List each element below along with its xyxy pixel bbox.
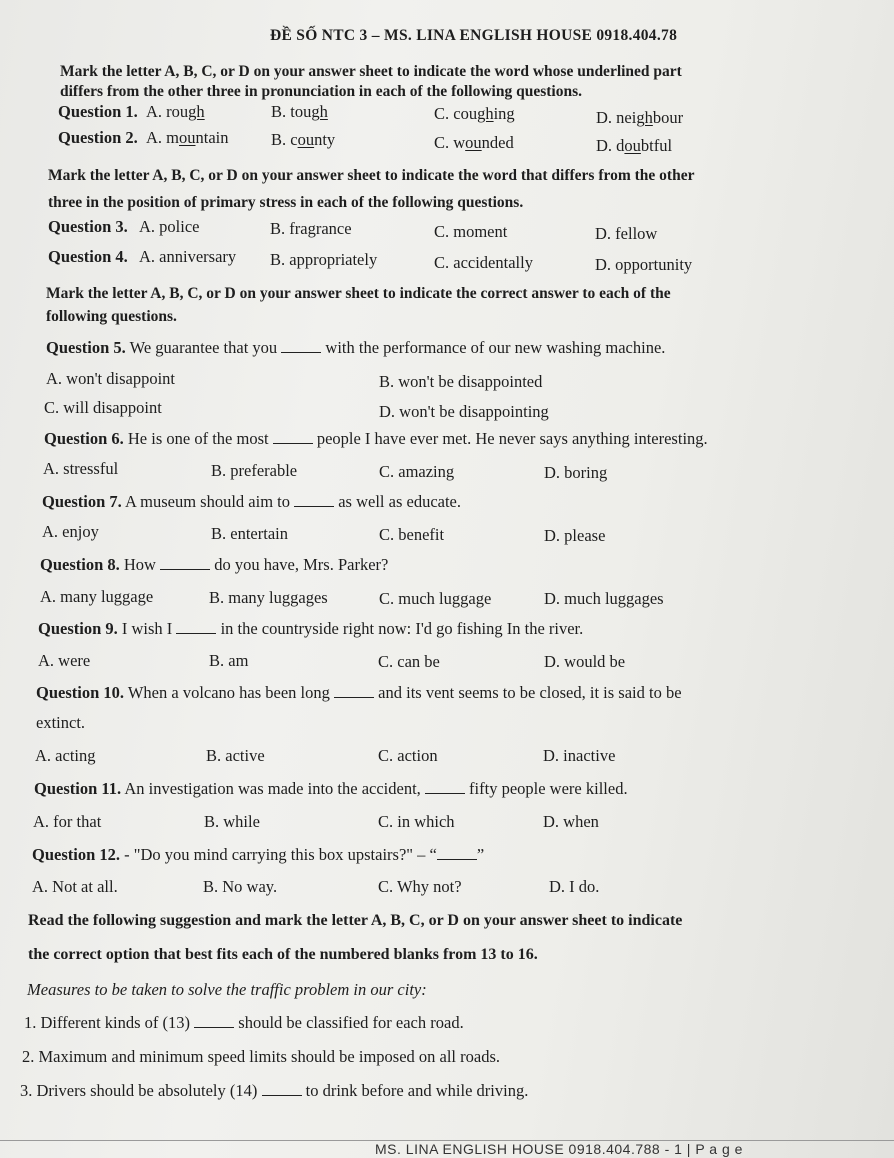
q4-option-c[interactable]: C. accidentally: [434, 253, 533, 272]
q11-option-a[interactable]: A. for that: [33, 812, 102, 831]
q5-option-b[interactable]: B. won't be disappointed: [379, 372, 543, 391]
question-10: Question 10. When a volcano has been long and its vent seems to be closed, it is said to be: [36, 683, 682, 702]
instruction-correct-answer-line2: following questions.: [46, 308, 177, 325]
instruction-pronunciation-line2: differs from the other three in pronunciation in each of the following questions.: [60, 83, 582, 100]
question-label: Question 3.: [48, 217, 128, 236]
q11-option-d[interactable]: D. when: [543, 812, 599, 831]
question-label: Question 8.: [40, 555, 120, 574]
question-10-continuation: extinct.: [36, 713, 86, 732]
question-label: Question 2.: [58, 128, 138, 147]
q6-option-a[interactable]: A. stressful: [43, 459, 119, 478]
question-label: Question 11.: [34, 779, 122, 798]
q10-option-c[interactable]: C. action: [378, 746, 438, 765]
question-11: Question 11. An investigation was made into the accident, fifty people were killed.: [34, 779, 628, 798]
q8-option-a[interactable]: A. many luggage: [40, 587, 154, 606]
q6-option-b[interactable]: B. preferable: [211, 461, 298, 480]
passage-heading: Measures to be taken to solve the traffic problem in our city:: [27, 980, 427, 999]
q9-option-b[interactable]: B. am: [209, 651, 249, 670]
q10-option-a[interactable]: A. acting: [35, 746, 96, 765]
q1-option-a[interactable]: A. rough: [146, 102, 205, 121]
q11-option-b[interactable]: B. while: [204, 812, 260, 831]
q2-option-d[interactable]: D. doubtful: [596, 136, 673, 155]
q1-option-d[interactable]: D. neighbour: [596, 108, 684, 127]
answer-blank[interactable]: [176, 619, 216, 634]
instruction-pronunciation-line1: Mark the letter A, B, C, or D on your answer sheet to indicate the word whose underlined part: [60, 63, 682, 80]
q7-option-d[interactable]: D. please: [544, 526, 606, 545]
q12-option-a[interactable]: A. Not at all.: [32, 877, 118, 896]
instruction-reading-line1: Read the following suggestion and mark the letter A, B, C, or D on your answer sheet to indicate: [28, 912, 683, 929]
question-12: Question 12. - "Do you mind carrying this box upstairs?" – “ ”: [32, 845, 485, 864]
q2-option-c[interactable]: C. wounded: [434, 133, 514, 152]
q9-option-c[interactable]: C. can be: [378, 652, 440, 671]
q8-option-c[interactable]: C. much luggage: [379, 589, 492, 608]
question-label: Question 9.: [38, 619, 118, 638]
q4-option-a[interactable]: A. anniversary: [139, 247, 237, 266]
q3-option-b[interactable]: B. fragrance: [270, 219, 352, 238]
instruction-stress-line1: Mark the letter A, B, C, or D on your answer sheet to indicate the word that differs from the other: [48, 167, 695, 184]
q8-option-d[interactable]: D. much luggages: [544, 589, 664, 608]
question-5: Question 5. We guarantee that you with the performance of our new washing machine.: [46, 338, 666, 357]
q12-option-d[interactable]: D. I do.: [549, 877, 600, 896]
answer-blank[interactable]: [281, 338, 321, 353]
question-6: Question 6. He is one of the most people I have ever met. He never says anything interesting.: [44, 429, 708, 448]
passage-item-2: 2. Maximum and minimum speed limits should be imposed on all roads.: [22, 1047, 501, 1066]
answer-blank[interactable]: [437, 845, 477, 860]
instruction-reading-line2: the correct option that best fits each of the numbered blanks from 13 to 16.: [28, 946, 538, 963]
question-label: Question 7.: [42, 492, 122, 511]
question-8: Question 8. How do you have, Mrs. Parker?: [40, 555, 389, 574]
q6-option-c[interactable]: C. amazing: [379, 462, 455, 481]
question-3: [48, 217, 128, 237]
q3-option-c[interactable]: C. moment: [434, 222, 508, 241]
question-9: Question 9. I wish I in the countryside right now: I'd go fishing In the river.: [38, 619, 584, 638]
q7-option-c[interactable]: C. benefit: [379, 525, 445, 544]
q7-option-a[interactable]: A. enjoy: [42, 522, 99, 541]
passage-item-1: 1. Different kinds of (13) should be classified for each road.: [24, 1013, 464, 1032]
q3-option-d[interactable]: D. fellow: [595, 224, 658, 243]
answer-blank[interactable]: [294, 492, 334, 507]
q8-option-b[interactable]: B. many luggages: [209, 588, 328, 607]
question-label: Question 6.: [44, 429, 124, 448]
q2-option-a[interactable]: A. mountain: [146, 128, 229, 147]
q4-option-b[interactable]: B. appropriately: [270, 250, 378, 269]
instruction-correct-answer-line1: Mark the letter A, B, C, or D on your answer sheet to indicate the correct answer to each of the: [46, 285, 671, 302]
answer-blank-13[interactable]: [194, 1013, 234, 1028]
q10-option-d[interactable]: D. inactive: [543, 746, 616, 765]
question-label: Question 5.: [46, 338, 126, 357]
instruction-stress-line2: three in the position of primary stress in each of the following questions.: [48, 194, 524, 211]
answer-blank[interactable]: [273, 429, 313, 444]
q7-option-b[interactable]: B. entertain: [211, 524, 288, 543]
q1-option-b[interactable]: B. tough: [271, 102, 328, 121]
question-2: [58, 128, 138, 148]
page-footer: MS. LINA ENGLISH HOUSE 0918.404.788 - 1 | P a g e: [375, 1141, 743, 1157]
question-label: Question 10.: [36, 683, 125, 702]
answer-blank[interactable]: [425, 779, 465, 794]
q12-option-c[interactable]: C. Why not?: [378, 877, 462, 896]
answer-blank[interactable]: [334, 683, 374, 698]
answer-blank[interactable]: [160, 555, 210, 570]
question-label: Question 12.: [32, 845, 121, 864]
passage-item-3: 3. Drivers should be absolutely (14) to drink before and while driving.: [20, 1081, 529, 1100]
q10-option-b[interactable]: B. active: [206, 746, 265, 765]
question-label: Question 1.: [58, 102, 138, 121]
q6-option-d[interactable]: D. boring: [544, 463, 608, 482]
question-1: [58, 102, 138, 122]
q5-option-a[interactable]: A. won't disappoint: [46, 369, 176, 388]
q4-option-d[interactable]: D. opportunity: [595, 255, 693, 274]
question-7: Question 7. A museum should aim to as well as educate.: [42, 492, 462, 511]
q11-option-c[interactable]: C. in which: [378, 812, 455, 831]
q5-option-d[interactable]: D. won't be disappointing: [379, 402, 549, 421]
question-4: [48, 247, 128, 267]
q12-option-b[interactable]: B. No way.: [203, 877, 278, 896]
q9-option-a[interactable]: A. were: [38, 651, 91, 670]
q3-option-a[interactable]: A. police: [139, 217, 200, 236]
q5-option-c[interactable]: C. will disappoint: [44, 398, 162, 417]
question-label: Question 4.: [48, 247, 128, 266]
q9-option-d[interactable]: D. would be: [544, 652, 626, 671]
answer-blank-14[interactable]: [262, 1081, 302, 1096]
q2-option-b[interactable]: B. county: [271, 130, 336, 149]
page-title: ĐỀ SỐ NTC 3 – MS. LINA ENGLISH HOUSE 0918.404.78: [270, 27, 678, 44]
q1-option-c[interactable]: C. coughing: [434, 104, 515, 123]
